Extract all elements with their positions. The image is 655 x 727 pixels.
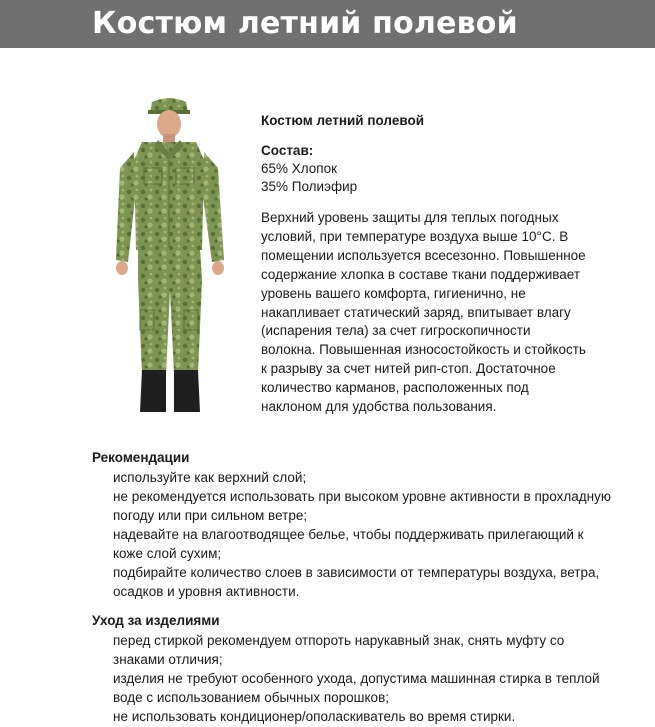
list-item bbox=[113, 487, 611, 525]
list-item-line: изделия не требуют особенного ухода, допустима машинная стирка в теплой bbox=[113, 671, 600, 686]
recommendations-list bbox=[113, 468, 611, 601]
list-item bbox=[113, 468, 611, 487]
description-line: количество карманов, расположенных под bbox=[261, 380, 529, 396]
composition-block bbox=[261, 142, 357, 196]
list-item bbox=[113, 563, 611, 601]
description-line: к разрыву за счет нитей рип-стоп. Достаточное bbox=[261, 361, 556, 377]
page-title: Костюм летний полевой bbox=[92, 6, 518, 41]
composition-item: 65% Хлопок bbox=[261, 161, 338, 176]
care-list bbox=[113, 631, 600, 726]
list-item-line: коже слой сухим; bbox=[113, 546, 222, 561]
list-item-line: воде с использованием обычных порошков; bbox=[113, 690, 389, 705]
list-item bbox=[113, 525, 611, 563]
description-line: содержание хлопка в составе ткани поддерживает bbox=[261, 266, 581, 282]
composition-label: Состав: bbox=[261, 143, 314, 158]
list-item-line: используйте как верхний слой; bbox=[113, 470, 307, 485]
list-item-line: не рекомендуется использовать при высоком уровне активности в прохладную bbox=[113, 489, 611, 504]
list-item bbox=[113, 631, 600, 669]
soldier-uniform-image bbox=[112, 90, 228, 420]
care-heading: Уход за изделиями bbox=[92, 613, 220, 628]
description-line: накапливает статический заряд, впитывает влагу bbox=[261, 304, 571, 320]
list-item-line: не использовать кондиционер/ополаскиватель во время стирки. bbox=[113, 709, 516, 724]
list-item bbox=[113, 707, 600, 726]
description-line: уровень вашего комфорта, гигиенично, не bbox=[261, 285, 526, 301]
description-line: волокна. Повышенная износостойкость и стойкость bbox=[261, 342, 586, 358]
recommendations-heading: Рекомендации bbox=[92, 450, 190, 465]
composition-item: 35% Полиэфир bbox=[261, 179, 358, 194]
list-item-line: надевайте на влагоотводящее белье, чтобы поддерживать прилегающий к bbox=[113, 527, 584, 542]
list-item-line: перед стиркой рекомендуем отпороть нарукавный знак, снять муфту со bbox=[113, 633, 565, 648]
description-line: (испарения тела) за счет гигроскопичности bbox=[261, 323, 531, 339]
list-item-line: погоду или при сильном ветре; bbox=[113, 508, 308, 523]
description-line: наклоном для удобства пользования. bbox=[261, 399, 497, 415]
description-line: помещении используется всесезонно. Повышенное bbox=[261, 247, 586, 263]
list-item bbox=[113, 669, 600, 707]
list-item-line: осадков и уровня активности. bbox=[113, 584, 300, 599]
description-line: Верхний уровень защиты для теплых погодных bbox=[261, 210, 559, 225]
product-description bbox=[261, 209, 591, 417]
list-item-line: подбирайте количество слоев в зависимости от температуры воздуха, ветра, bbox=[113, 565, 600, 580]
product-title: Костюм летний полевой bbox=[261, 113, 424, 128]
list-item-line: знаками отличия; bbox=[113, 652, 223, 667]
title-banner bbox=[0, 0, 655, 48]
description-line: условий, при температуре воздуха выше 10°C. В bbox=[261, 228, 569, 244]
